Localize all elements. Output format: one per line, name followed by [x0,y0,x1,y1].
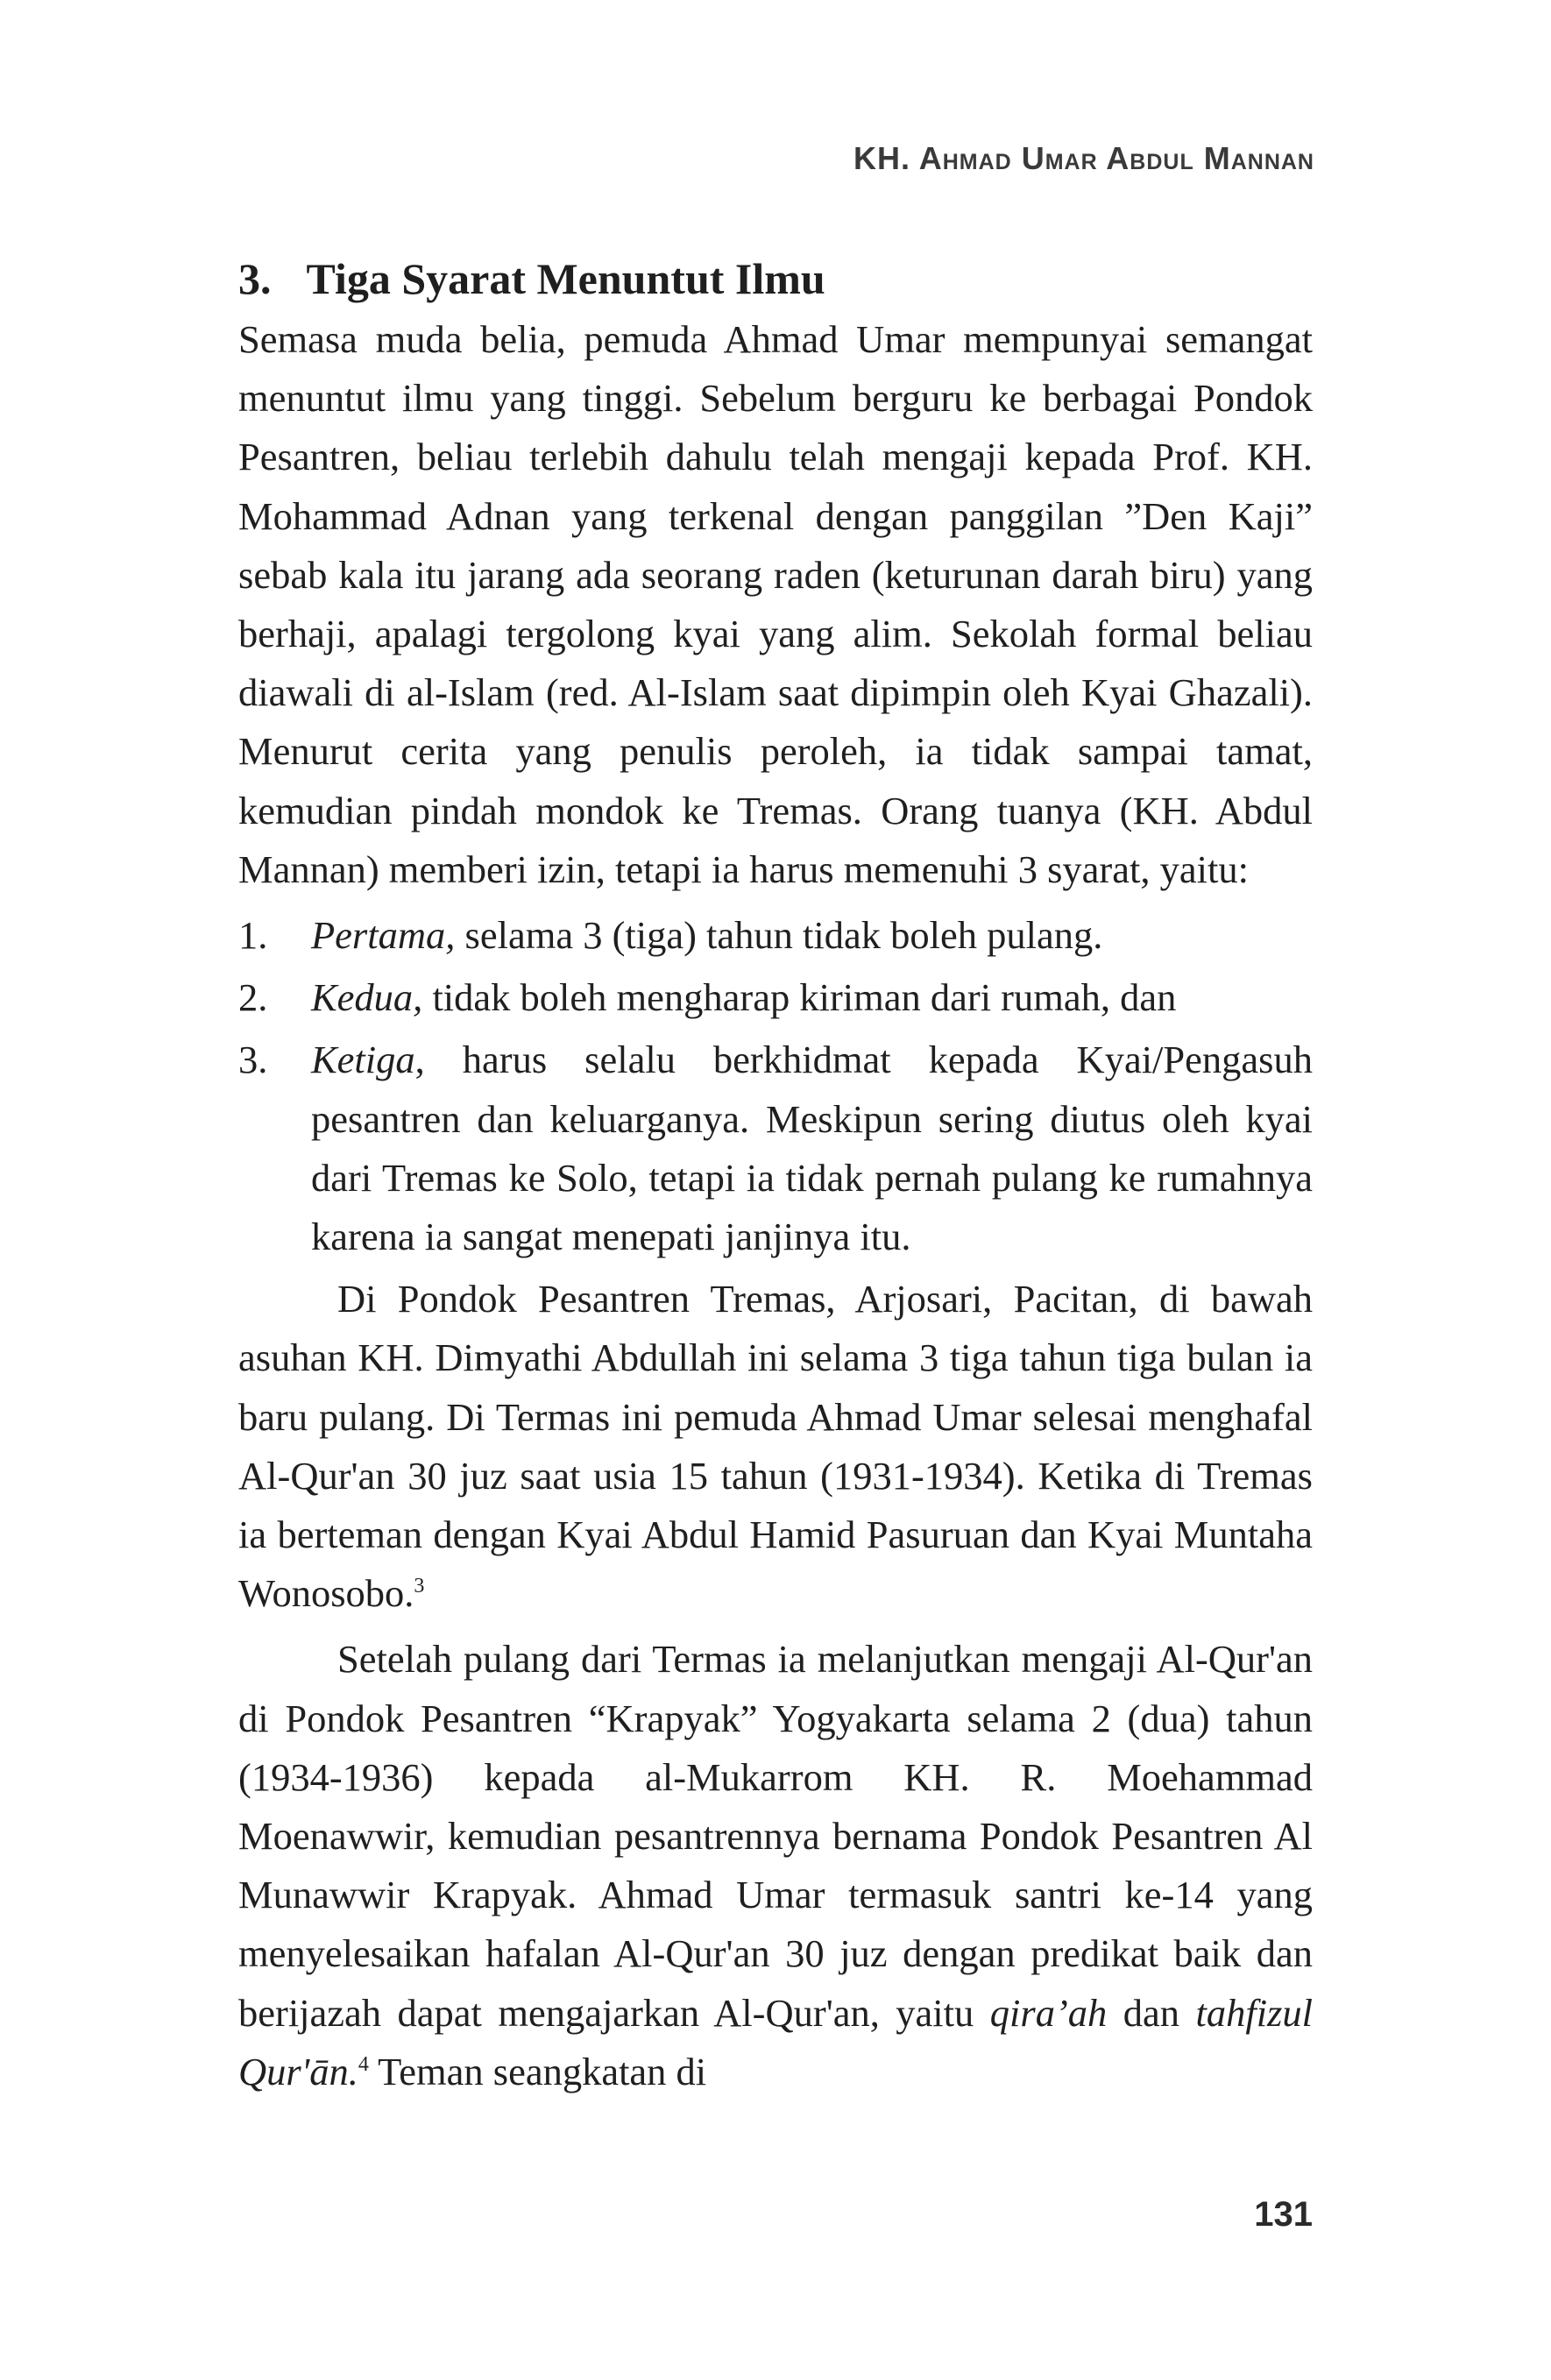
list-item [238,906,1313,965]
paragraph-krapyak [238,1630,1313,2101]
list-item-text [311,968,1313,1027]
section-title: Tiga Syarat Menuntut Ilmu [306,254,825,303]
list-item-number: 1. [238,913,268,958]
page-number: 131 [1254,2195,1313,2234]
running-header: KH. Ahmad Umar Abdul Mannan [853,140,1314,176]
intro-paragraph: Semasa muda belia, pemuda Ahmad Umar mempunyai semangat menuntut ilmu yang tinggi. Sebelum berguru ke berbagai Pondok Pesantren, beliau terlebih dahulu telah mengaji kepada Prof. KH. Mohammad Adnan yang terkenal dengan panggilan ”Den Kaji” sebab kala itu jarang ada seorang raden (keturunan darah biru) yang berhaji, apalagi tergolong kyai yang alim. Sekolah formal beliau diawali di al-Islam (red. Al-Islam saat dipimpin oleh Kyai Ghazali). Menurut cerita yang penulis peroleh, ia tidak sampai tamat, kemudian pindah mondok ke Tremas. Orang tuanya (KH. Abdul Mannan) memberi izin, tetapi ia harus memenuhi 3 syarat, yaitu: [238,317,1313,891]
requirements-list [238,906,1313,1266]
connector-text: dan [1107,1990,1196,2035]
list-item-text [311,1031,1313,1266]
section-heading [238,247,1313,310]
term-qiraah: qira’ah [989,1990,1108,2035]
list-item-text [311,906,1313,965]
paragraph-text: Di Pondok Pesantren Tremas, Arjosari, Pacitan, di bawah asuhan KH. Dimyathi Abdullah ini selama 3 tiga tahun tiga bulan ia baru pulang. Di Termas ini pemuda Ahmad Umar selesai menghafal Al-Qur'an 30 juz saat usia 15 tahun (1931-1934). Ketika di Tremas ia berteman dengan Kyai Abdul Hamid Pasuruan dan Kyai Muntaha Wonosobo. [238,1277,1313,1616]
paragraph-tremas [238,1270,1313,1623]
term-tahfizul: tahfizul Qur'ān. [238,1990,1313,2093]
footnote-ref: 3 [414,1575,425,1598]
section-number: 3. [238,254,272,303]
list-item [238,968,1313,1027]
list-item-lead: Pertama, [311,913,456,958]
page-body [238,247,1313,2101]
list-item-lead: Ketiga [311,1038,415,1082]
list-item [238,1031,1313,1266]
list-item-body: selama 3 (tiga) tahun tidak boleh pulang. [455,913,1103,958]
paragraph-text: Setelah pulang dari Termas ia melanjutkan mengaji Al-Qur'an di Pondok Pesantren “Krapyak” Yogyakarta selama 2 (dua) tahun (1934-1936) kepada al-Mukarrom KH. R. Moehammad Moenawwir, kemudian pesantrennya bernama Pondok Pesantren Al Munawwir Krapyak. Ahmad Umar termasuk santri ke-14 yang menyelesaikan hafalan Al-Qur'an 30 juz dengan predikat baik dan berijazah dapat mengajarkan Al-Qur'an, yaitu [238,1637,1313,2035]
list-item-body: , harus selalu berkhidmat kepada Kyai/Pengasuh pesantren dan keluarganya. Meskipun sering diutus oleh kyai dari Tremas ke Solo, tetapi ia tidak pernah pulang ke rumahnya karena ia sangat menepati janjinya itu. [311,1038,1313,1259]
list-item-number: 2. [238,975,268,1020]
paragraph-tail: Teman seangkatan di [368,2049,707,2093]
list-item-body: tidak boleh mengharap kiriman dari rumah, dan [422,975,1177,1020]
footnote-ref: 4 [358,2053,369,2077]
list-item-number: 3. [238,1038,268,1082]
list-item-lead: Kedua, [311,975,423,1020]
